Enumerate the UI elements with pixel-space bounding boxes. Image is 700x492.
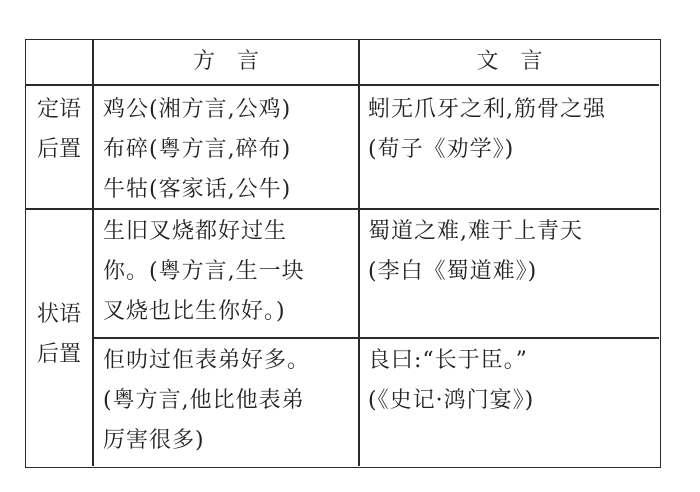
row-label-attributive <box>26 90 92 170</box>
dialect-example-line: 你。(粤方言,生一块 <box>103 259 305 284</box>
classical-example-adverbial-2 <box>368 341 534 421</box>
dialect-example-line: 生旧叉烧都好过生 <box>103 219 288 244</box>
dialect-examples-adverbial-1 <box>103 212 305 332</box>
dialect-example-line: 布碎(粤方言,碎布) <box>103 137 292 162</box>
grammar-comparison-table <box>25 39 661 468</box>
column-divider-2 <box>358 40 360 466</box>
dialect-example-line: 鸡公(湘方言,公鸡) <box>103 97 292 122</box>
classical-example-adverbial-1 <box>368 212 583 292</box>
column-divider-1 <box>92 40 94 466</box>
classical-example-attributive <box>368 90 606 170</box>
dialect-example-line: 牛牯(客家话,公牛) <box>103 177 292 202</box>
dialect-examples-adverbial-2 <box>103 341 310 461</box>
row-divider-2 <box>92 337 659 339</box>
classical-example-line: (《史记·鸿门宴》) <box>368 388 535 413</box>
classical-example-line: (李白《蜀道难》) <box>368 259 538 284</box>
classical-example-line: 良曰:“长于臣。” <box>368 348 528 373</box>
row-label-line: 定语 <box>36 97 81 122</box>
row-label-line: 后置 <box>36 342 81 367</box>
dialect-example-line: (粤方言,他比他表弟 <box>103 388 305 413</box>
row-label-adverbial <box>26 295 92 375</box>
classical-example-line: (荀子《劝学》) <box>368 137 515 162</box>
dialect-example-line: 厉害很多) <box>103 428 205 453</box>
row-label-line: 后置 <box>36 137 81 162</box>
classical-example-line: 蚓无爪牙之利,筋骨之强 <box>368 97 606 122</box>
dialect-examples-attributive <box>103 90 291 210</box>
dialect-example-line: 佢叻过佢表弟好多。 <box>103 348 311 373</box>
header-dialect: 方 言 <box>192 49 259 74</box>
classical-example-line: 蜀道之难,难于上青天 <box>368 219 583 244</box>
dialect-example-line: 叉烧也比生你好。) <box>103 299 286 324</box>
header-classical: 文 言 <box>476 49 543 74</box>
header-divider <box>26 84 659 86</box>
row-label-line: 状语 <box>36 302 81 327</box>
